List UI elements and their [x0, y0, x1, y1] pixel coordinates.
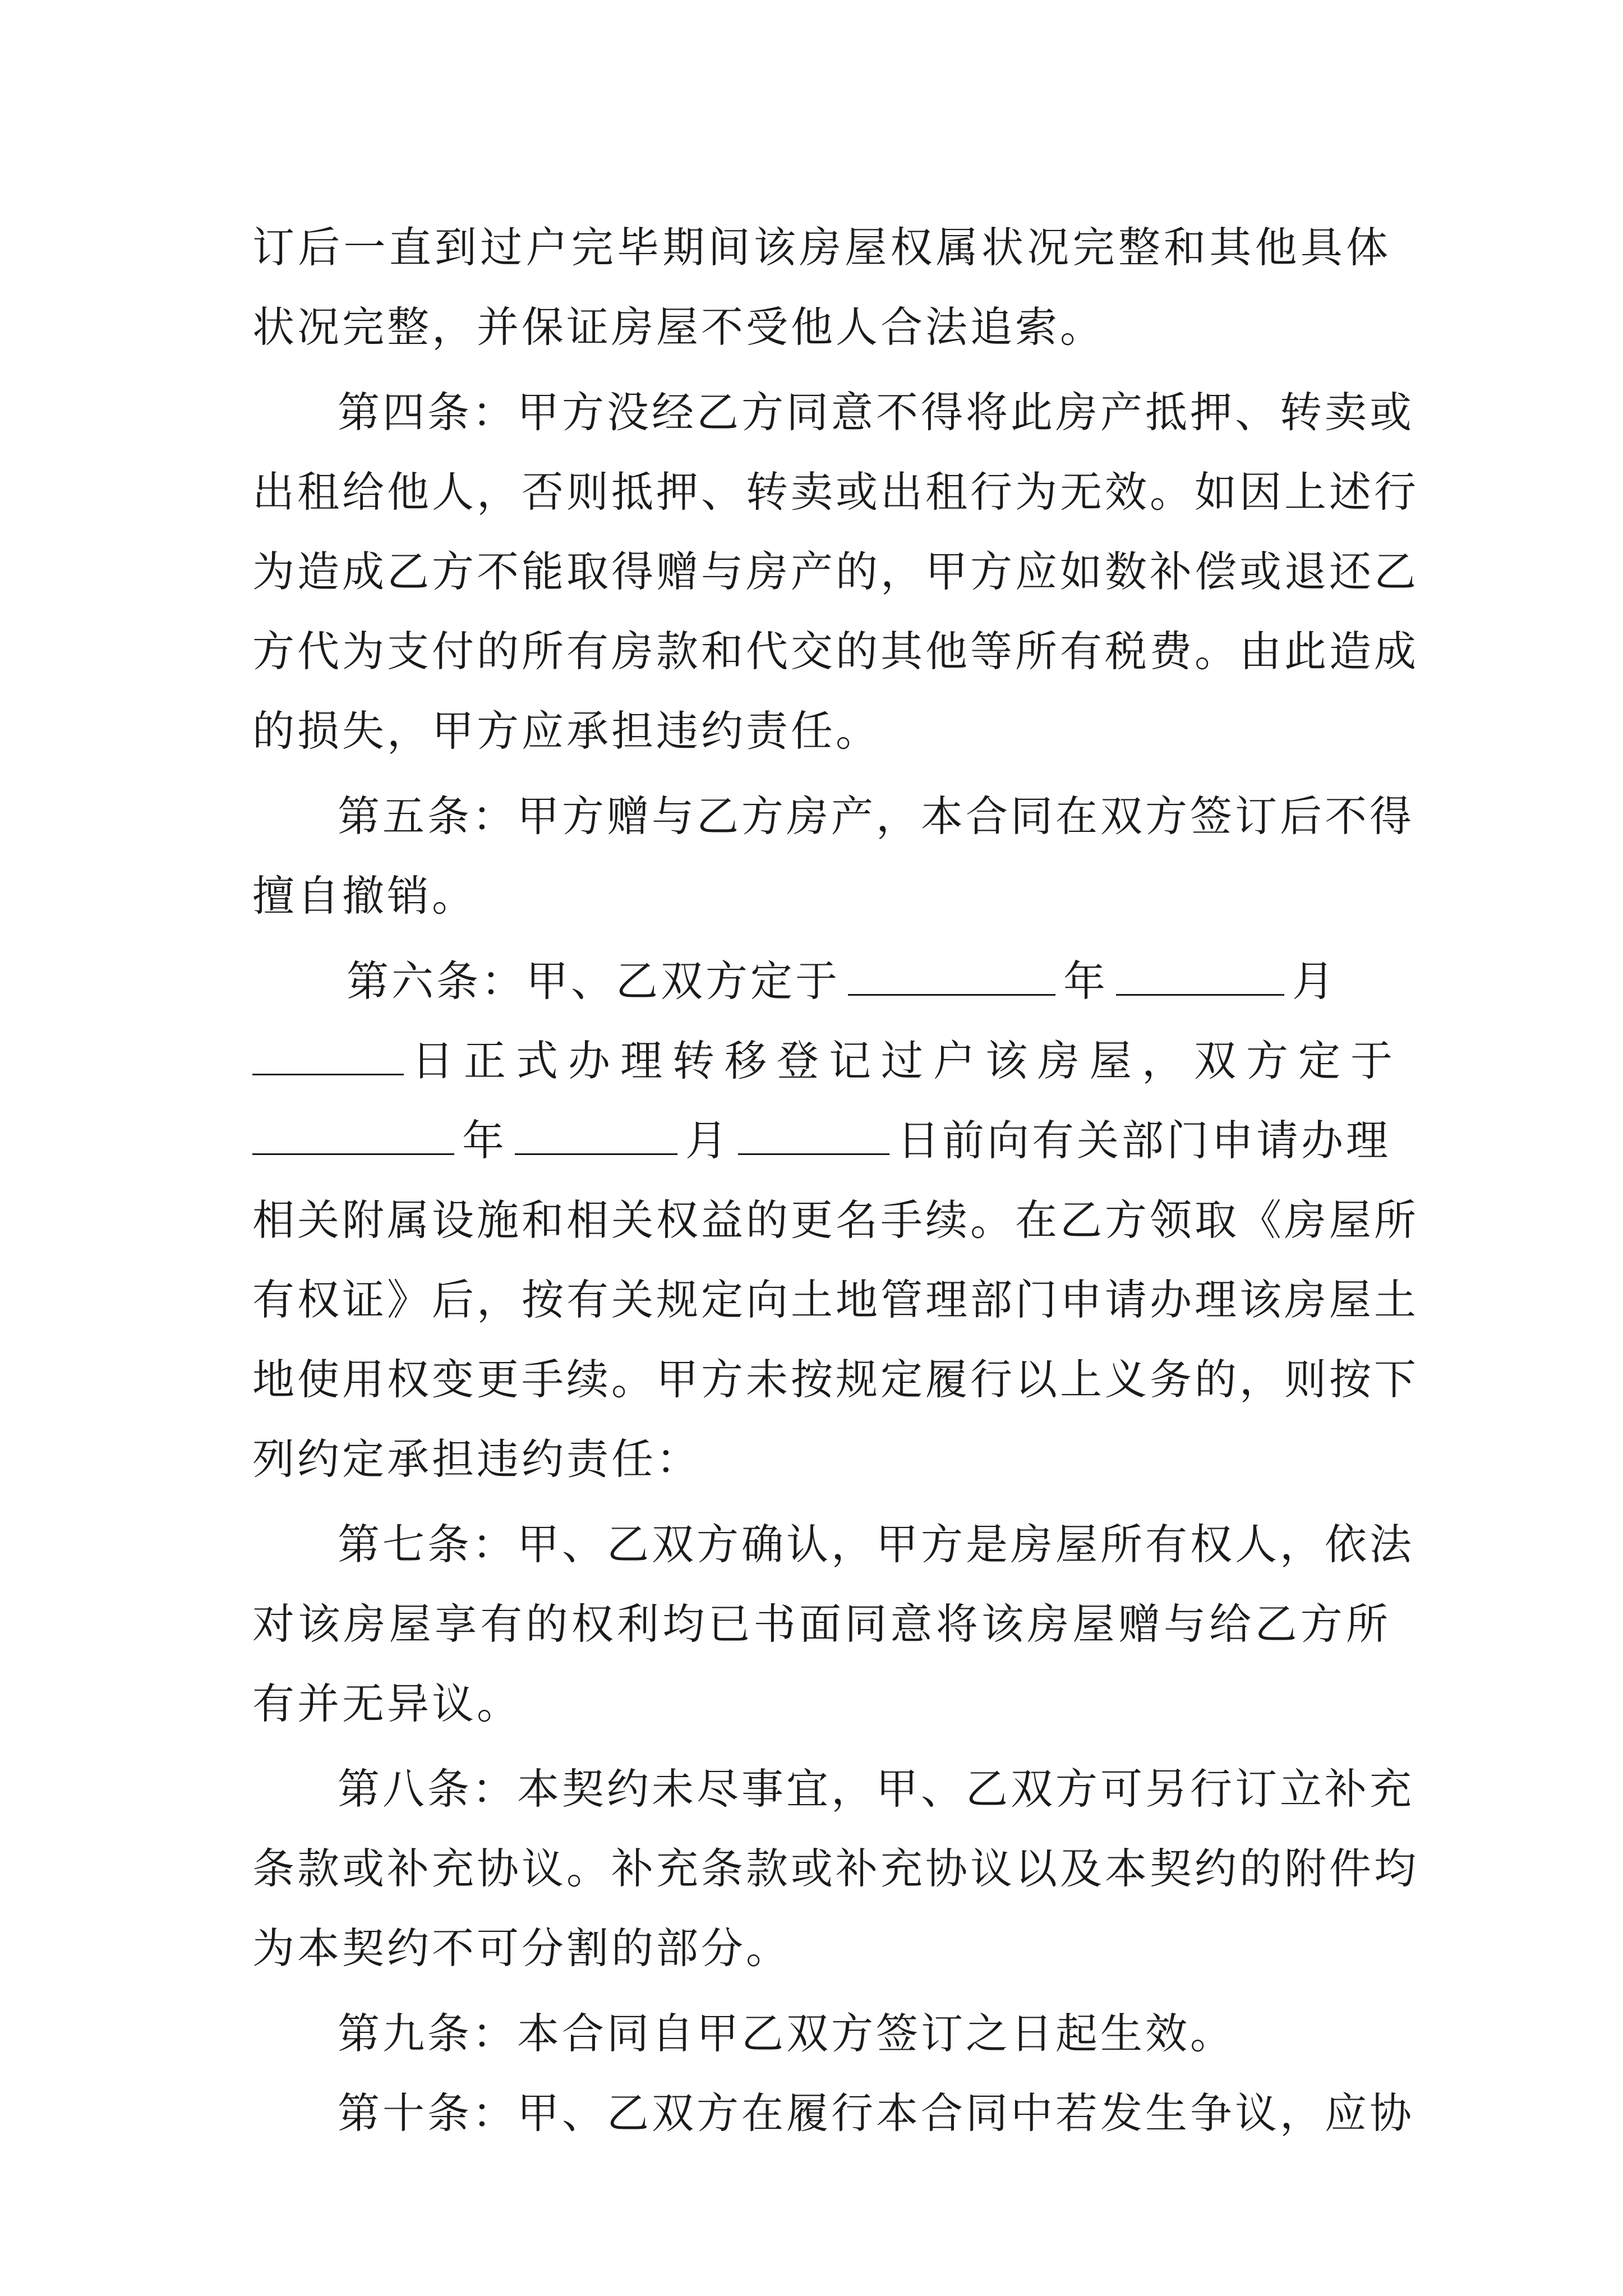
- blank-month-field[interactable]: [515, 1113, 677, 1155]
- text-line: 第四条：甲方没经乙方同意不得将此房产抵押、转卖或: [338, 388, 1415, 437]
- text-line-with-blanks: [252, 1021, 1403, 1101]
- text-segment: 月: [685, 1116, 731, 1165]
- paragraph-article-6: [252, 941, 1419, 1499]
- text-line: 第九条：本合同自甲乙双方签订之日起生效。: [338, 2009, 1235, 2058]
- text-line: 为造成乙方不能取得赠与房产的，甲方应如数补偿或退还乙: [252, 547, 1419, 596]
- text-line: 方代为支付的所有房款和代交的其他等所有税费。由此造成: [252, 627, 1419, 676]
- blank-month-field[interactable]: [1116, 954, 1284, 996]
- blank-year-field[interactable]: [252, 1113, 454, 1155]
- text-line: 第五条：甲方赠与乙方房产，本合同在双方签订后不得: [338, 792, 1415, 841]
- text-line: 出租给他人，否则抵押、转卖或出租行为无效。如因上述行: [252, 467, 1419, 517]
- text-line-with-blanks: [252, 1101, 1391, 1180]
- paragraph-article-8: [252, 1749, 1419, 1988]
- text-segment: 年: [1063, 956, 1109, 1006]
- paragraph-article-5: [252, 776, 1415, 936]
- text-line: 列约定承担违约责任：: [252, 1434, 702, 1484]
- text-line: 对该房屋享有的权利均已书面同意将该房屋赠与给乙方所: [252, 1599, 1391, 1649]
- text-segment: 年: [462, 1116, 508, 1165]
- text-line: 的损失，甲方应承担违约责任。: [252, 706, 881, 756]
- text-line: 有权证》后，按有关规定向土地管理部门申请办理该房屋土: [252, 1275, 1419, 1324]
- text-segment: 日前向有关部门申请办理: [897, 1116, 1391, 1165]
- text-line: 状况完整，并保证房屋不受他人合法追索。: [252, 302, 1105, 352]
- text-line: 地使用权变更手续。甲方未按规定履行以上义务的，则按下: [252, 1355, 1419, 1404]
- text-line: 有并无异议。: [252, 1679, 522, 1728]
- text-line-with-blanks: [252, 941, 1391, 1021]
- text-line: 擅自撤销。: [252, 871, 477, 921]
- paragraph-article-4: [252, 372, 1419, 771]
- text-line: 订后一直到过户完毕期间该房屋权属状况完整和其他具体: [252, 223, 1391, 272]
- blank-day-field[interactable]: [252, 1033, 404, 1075]
- text-line: 第八条：本契约未尽事宜，甲、乙双方可另行订立补充: [338, 1764, 1415, 1814]
- text-line: 第十条：甲、乙双方在履行本合同中若发生争议，应协: [338, 2088, 1415, 2138]
- text-line: 条款或补充协议。补充条款或补充协议以及本契约的附件均: [252, 1844, 1419, 1893]
- text-segment: 月: [1292, 956, 1338, 1006]
- blank-day-field[interactable]: [738, 1113, 889, 1155]
- text-line: 为本契约不可分割的部分。: [252, 1924, 791, 1973]
- blank-year-field[interactable]: [848, 954, 1055, 996]
- text-segment: 第六条：甲、乙双方定于: [347, 956, 841, 1006]
- paragraph-article-10: [252, 2073, 1415, 2153]
- text-line: 相关附属设施和相关权益的更名手续。在乙方领取《房屋所: [252, 1195, 1419, 1245]
- paragraph-continued: [252, 208, 1391, 367]
- paragraph-article-7: [252, 1504, 1415, 1743]
- text-segment: 日正式办理转移登记过户该房屋，双方定于: [412, 1036, 1403, 1085]
- contract-text: [252, 208, 1419, 2153]
- text-line: 第七条：甲、乙双方确认，甲方是房屋所有权人，依法: [338, 1520, 1415, 1569]
- paragraph-article-9: [252, 1994, 1391, 2073]
